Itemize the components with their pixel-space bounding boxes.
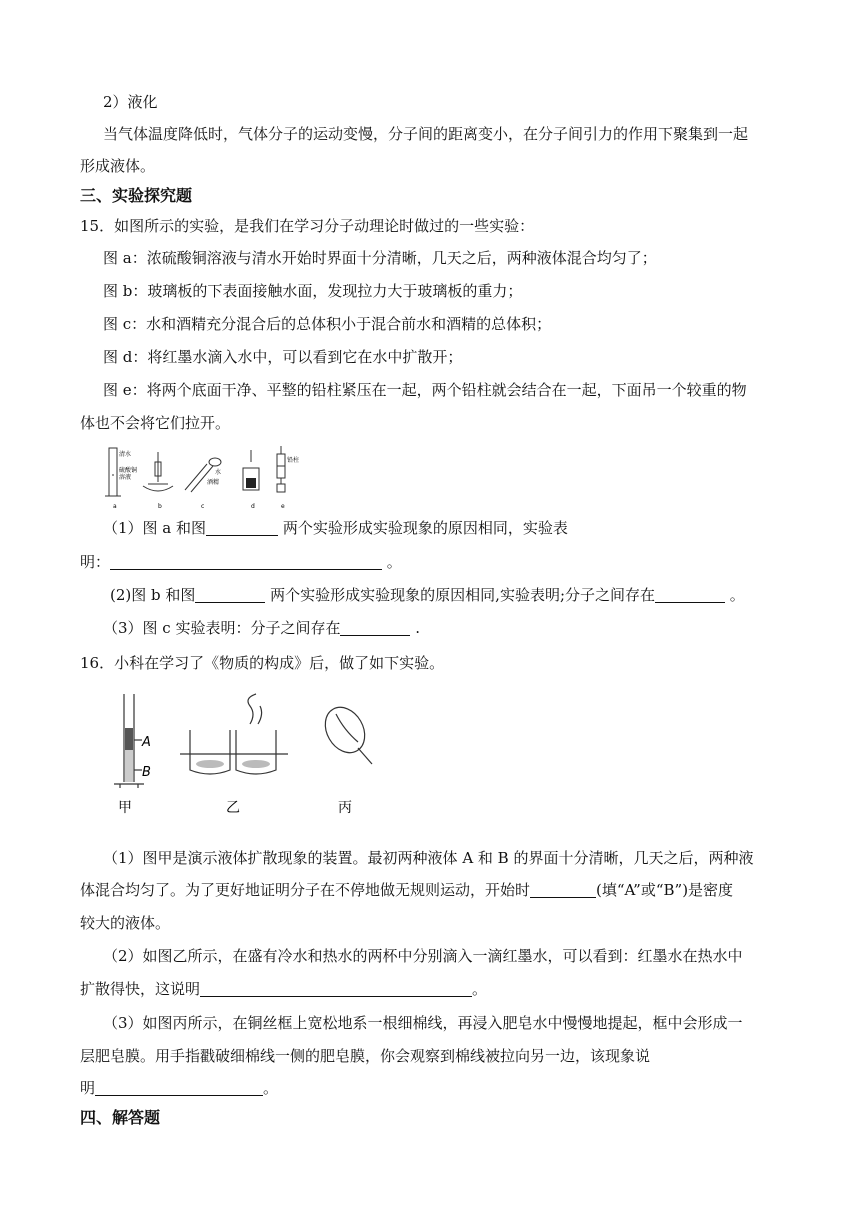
q15-sub2 — [110, 585, 745, 605]
q15-sub1-text-c: 明： — [80, 553, 111, 571]
fig-label-e: e — [281, 503, 285, 510]
q16-sub1-text-b: 体混合均匀了。为了更好地证明分子在不停地做无规则运动，开始时 — [80, 881, 531, 899]
fig-label-qingshui: 清水 — [119, 451, 132, 458]
q16-sub3-line3 — [80, 1078, 278, 1098]
fig-label-B: B — [142, 765, 151, 780]
q15-fig-d-desc: 图 d：将红墨水滴入水中，可以看到它在水中扩散开； — [103, 348, 463, 366]
q15-sub1-text-b: 两个实验形成实验现象的原因相同，实验表 — [282, 519, 568, 537]
q15-sub3-text-b: . — [415, 619, 421, 637]
fig-label-d: d — [251, 503, 255, 510]
q16-sub3-text-d: 。 — [263, 1079, 279, 1097]
q16-figure — [110, 688, 380, 820]
q15-sub3 — [103, 618, 420, 638]
fig-label-yi: 乙 — [226, 800, 240, 816]
q15-fig-b-desc: 图 b：玻璃板的下表面接触水面，发现拉力大于玻璃板的重力； — [103, 282, 523, 300]
paragraph-line: 当气体温度降低时，气体分子的运动变慢，分子间的距离变小，在分子间引力的作用下聚集到一起 — [103, 125, 749, 143]
fig-label-jiujing: 酒精 — [207, 479, 220, 486]
answer-blank[interactable] — [110, 553, 382, 570]
fig-label-a: a — [113, 503, 117, 510]
fig-label-A: A — [142, 735, 151, 750]
q15-sub2-text-c: 。 — [729, 586, 745, 604]
fig-label-bing: 丙 — [338, 800, 352, 816]
q15-sub1-text-a: （1）图 a 和图 — [103, 519, 207, 537]
section-title-4: 四、解答题 — [80, 1108, 161, 1127]
fig-label-qianzhu: 铅柱 — [287, 457, 300, 464]
q16-sub2-text-c: 。 — [472, 980, 488, 998]
q15-sub1-cont — [80, 552, 402, 572]
q15-sub2-text-a: (2)图 b 和图 — [110, 586, 196, 604]
fig-label-jia: 甲 — [118, 800, 132, 816]
answer-blank[interactable] — [195, 586, 265, 603]
q15-sub2-text-b: 两个实验形成实验现象的原因相同,实验表明;分子之间存在 — [270, 586, 655, 604]
q15-fig-e-desc-cont: 体也不会将它们拉开。 — [80, 414, 231, 432]
fig-label-rongye: 溶液 — [119, 474, 132, 481]
paragraph-line: 形成液体。 — [80, 157, 156, 175]
q15-fig-c-desc: 图 c：水和酒精充分混合后的总体积小于混合前水和酒精的总体积； — [103, 315, 552, 333]
q16-sub2-line2 — [80, 979, 487, 999]
answer-blank[interactable] — [655, 586, 725, 603]
fig-label-c: c — [201, 503, 205, 510]
answer-blank[interactable] — [200, 980, 472, 997]
q15-sub1-text-d: 。 — [386, 553, 402, 571]
q16-sub1-line2 — [80, 880, 733, 900]
answer-blank[interactable] — [206, 519, 278, 536]
answer-blank[interactable] — [340, 619, 410, 636]
answer-blank[interactable] — [530, 881, 596, 898]
q15-figure — [103, 442, 303, 512]
q15-intro: 15．如图所示的实验，是我们在学习分子动理论时做过的一些实验： — [80, 217, 535, 235]
q16-sub2-line1: （2）如图乙所示，在盛有冷水和热水的两杯中分别滴入一滴红墨水，可以看到：红墨水在热水中 — [103, 947, 743, 965]
q16-sub1-line3: 较大的液体。 — [80, 914, 171, 932]
q16-sub3-line2: 层肥皂膜。用手指戳破细棉线一侧的肥皂膜，你会观察到棉线被拉向另一边，该现象说 — [80, 1047, 651, 1065]
q15-sub3-text-a: （3）图 c 实验表明：分子之间存在 — [103, 619, 341, 637]
q16-sub2-text-b: 扩散得快，这说明 — [80, 980, 201, 998]
q16-sub1-text-c: (填“A”或“B”)是密度 — [596, 881, 734, 899]
fig-label-shui: 水 — [215, 469, 222, 476]
fig-label-liusuantong: 硫酸铜 — [119, 467, 138, 474]
q16-intro: 16．小科在学习了《物质的构成》后，做了如下实验。 — [80, 654, 445, 672]
q15-sub1 — [103, 518, 568, 538]
q16-sub1-line1: （1）图甲是演示液体扩散现象的装置。最初两种液体 A 和 B 的界面十分清晰，几天之后，两种液 — [103, 849, 754, 867]
q15-fig-e-desc: 图 e：将两个底面干净、平整的铅柱紧压在一起，两个铅柱就会结合在一起，下面吊一个较重的物 — [103, 381, 747, 399]
section-title-3: 三、实验探究题 — [80, 186, 193, 205]
fig-label-b: b — [158, 503, 162, 510]
subsection-title: 2）液化 — [103, 93, 158, 111]
answer-blank[interactable] — [95, 1079, 263, 1096]
q16-sub3-line1: （3）如图丙所示，在铜丝框上宽松地系一根细棉线，再浸入肥皂水中慢慢地提起，框中会形成一 — [103, 1014, 743, 1032]
q16-sub3-text-c: 明 — [80, 1079, 96, 1097]
q15-fig-a-desc: 图 a：浓硫酸铜溶液与清水开始时界面十分清晰，几天之后，两种液体混合均匀了； — [103, 249, 657, 267]
